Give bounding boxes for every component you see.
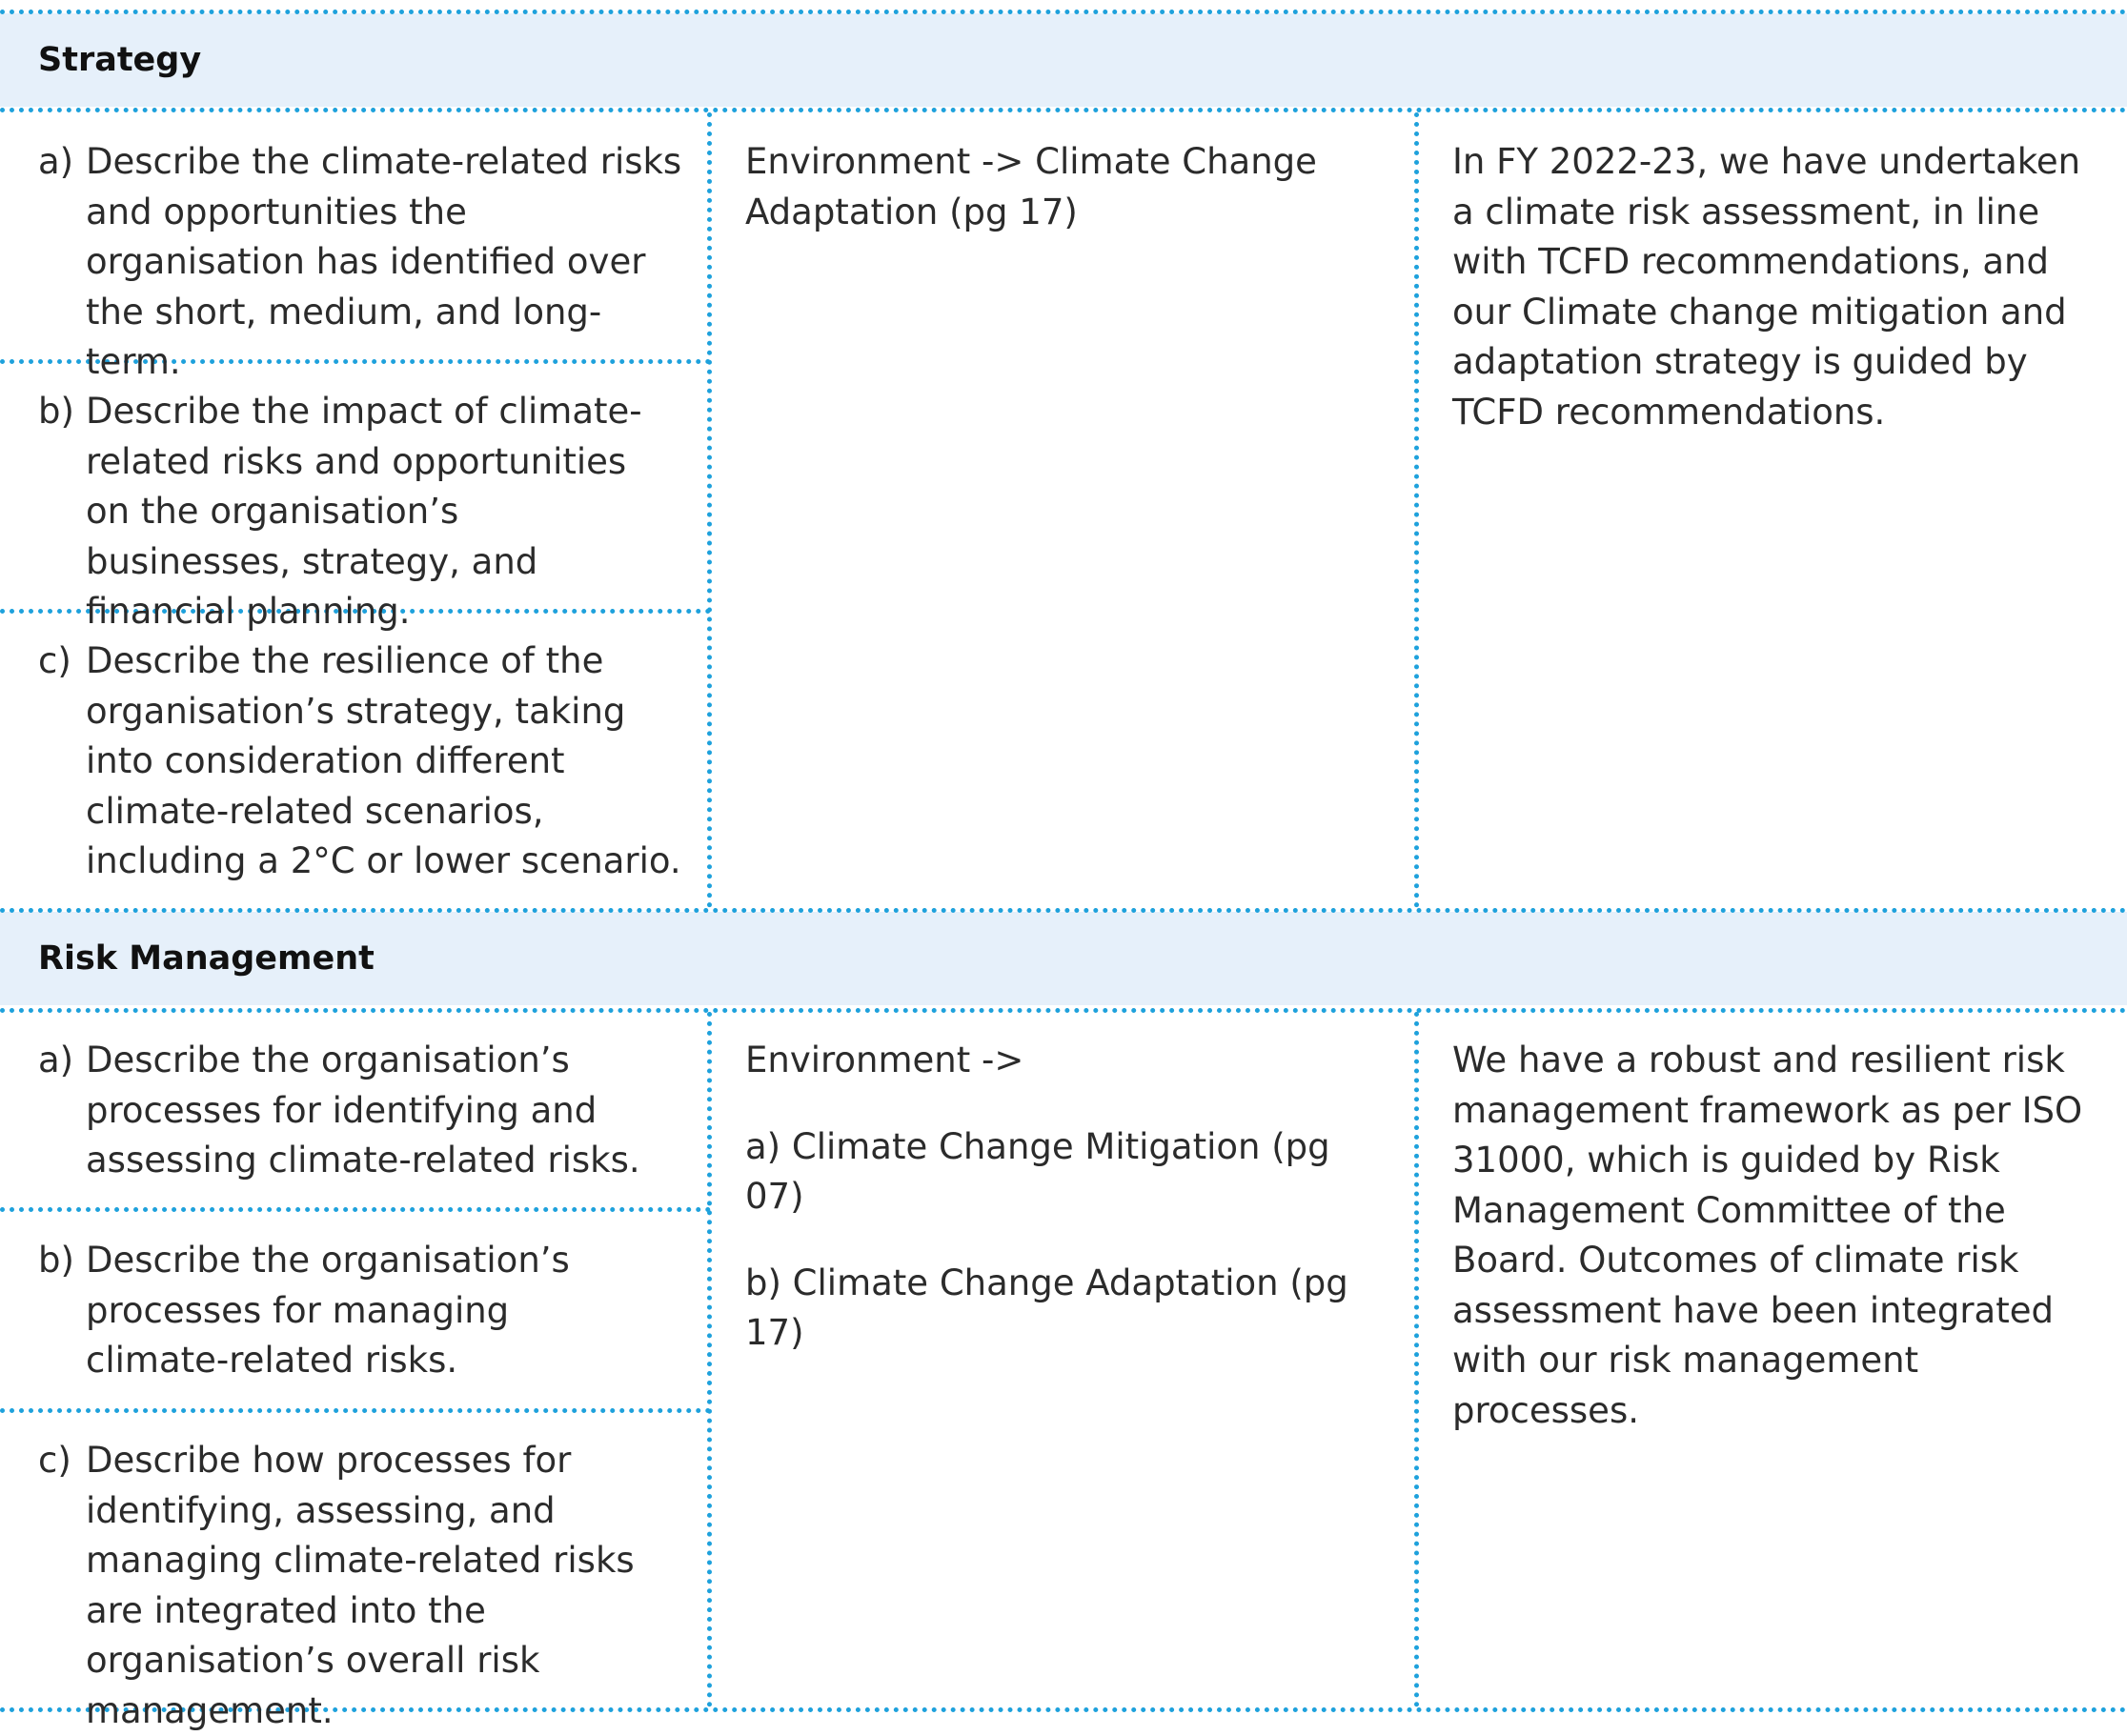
section-title: Risk Management (38, 939, 375, 978)
divider (0, 10, 2127, 14)
column-divider (1414, 1012, 1419, 1707)
response-cell: We have a robust and resilient risk management framework as per ISO 31000, which is guided by Risk Management Committee of the Board. Outcomes of climate risk assessment have been integrated with our risk management processes. (1452, 1040, 2083, 1431)
divider (0, 108, 2127, 112)
reference-cell: Environment -> Climate Change Adaptation (pg 17) (745, 141, 1317, 232)
divider (0, 1207, 711, 1212)
disclosure-item: b) Describe the organisation’s processes for managing climate-related risks. (38, 1240, 570, 1381)
disclosure-item: a) Describe the climate-related risks and opportunities the organisation has identified over the short, medium, and long-term. (38, 141, 682, 382)
divider (0, 1408, 711, 1413)
disclosure-item: a) Describe the organisation’s processes for identifying and assessing climate-related risks. (38, 1040, 640, 1181)
column-divider (707, 1012, 712, 1707)
section-title: Strategy (38, 41, 202, 79)
divider (0, 1008, 2127, 1013)
response-cell: In FY 2022-23, we have undertaken a climate risk assessment, in line with TCFD recommendations, and our Climate change mitigation and adaptation strategy is guided by TCFD recommendations. (1452, 141, 2081, 433)
divider (0, 908, 2127, 913)
disclosure-item: b) Describe the impact of climate-related risks and opportunities on the organisation’s businesses, strategy, and financial planning. (38, 391, 642, 632)
section-header-risk-management (0, 912, 2127, 1005)
column-divider (707, 112, 712, 908)
reference-cell: Environment -> a) Climate Change Mitigation (pg 07) b) Climate Change Adaptation (pg 17) (745, 1040, 1348, 1353)
disclosure-item: c) Describe the resilience of the organisation’s strategy, taking into consideration different climate-related scenarios, including a 2°C or lower scenario. (38, 640, 681, 881)
disclosure-item: c) Describe how processes for identifying, assessing, and managing climate-related risks are integrated into the organisation’s overall risk management. (38, 1440, 635, 1731)
column-divider (1414, 112, 1419, 908)
section-header-strategy (0, 13, 2127, 107)
